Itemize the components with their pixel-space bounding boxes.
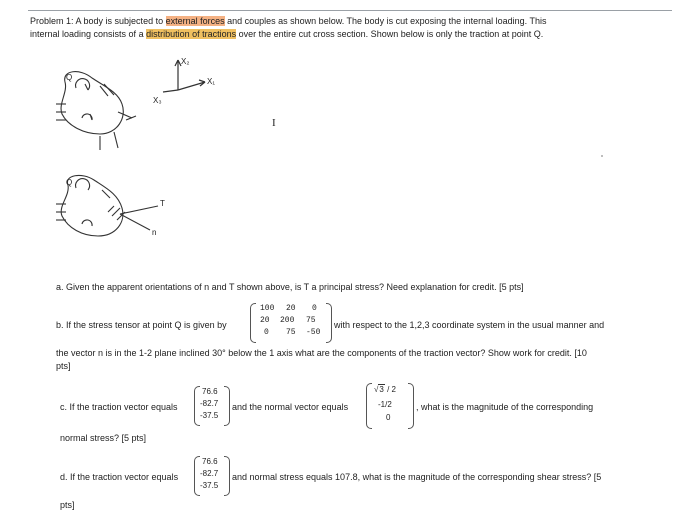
traction-vector-c [194,386,230,424]
matrix-cell: 100 [260,304,275,313]
vector-cell: 76.6 [202,387,218,396]
matrix-cell: 200 [280,316,295,325]
stress-tensor-matrix [250,303,332,341]
sqrt-entry: √3 / 2 [374,385,396,394]
vector-cell: 76.6 [202,457,218,466]
sqrt-radicand: 3 [379,385,384,394]
part-d-line-2: pts] [60,500,75,510]
part-c-line-2: normal stress? [5 pts] [60,433,147,443]
axis-label-x3: X₃ [153,96,162,105]
point-label-q: Q [66,178,73,187]
vector-cell: -37.5 [200,411,219,420]
axis-label-x1: X₁ [207,77,216,86]
part-c-pre: c. If the traction vector equals [60,402,178,412]
part-d-post: and normal stress equals 107.8, what is the magnitude of the corresponding shear stress? [5 [232,472,602,482]
highlight-external-forces: external forces [165,16,225,26]
t-vector [120,206,158,214]
vector-cell: -37.5 [200,481,219,490]
part-b-post: with respect to the 1,2,3 coordinate system in the usual manner and [334,320,605,330]
matrix-cell: 0 [264,328,269,337]
part-a-text: a. Given the apparent orientations of n and T shown above, is T a principal stress? Need explanation for credit. [5 pts] [56,282,524,292]
highlight-distribution: distribution of tractions [146,29,237,39]
problem-text: and couples as shown below. The body is cut exposing the internal loading. This [224,16,547,26]
n-vector [120,214,150,230]
t-label: T [160,199,165,208]
vector-cell: -82.7 [200,399,219,408]
normal-vector-c [366,383,414,427]
matrix-cell: 75 [286,328,296,337]
part-b-pre: b. If the stress tensor at point Q is given by [56,320,227,330]
body-upper [56,72,136,150]
part-b-line-2: the vector n is in the 1-2 plane inclined 30° below the 1 axis what are the components of the traction vector? Show work for credit. [10 [56,348,587,358]
roman-numeral: I [272,117,276,129]
point-label-q: Q [66,73,73,82]
part-c-mid: and the normal vector equals [232,402,349,412]
part-c-post: , what is the magnitude of the corresponding [416,402,594,412]
problem-text: internal loading consists of a [30,29,147,39]
axis-label-x2: X₂ [181,57,190,66]
sqrt-divisor: / 2 [387,385,396,394]
traction-vector-d [194,456,230,494]
problem-text: Problem 1: A body is subjected to [30,16,166,26]
n-label: n [152,228,157,237]
part-d-pre: d. If the traction vector equals [60,472,179,482]
vector-cell: -82.7 [200,469,219,478]
matrix-cell: 20 [260,316,270,325]
matrix-cell: 75 [306,316,316,325]
problem-text: over the entire cut cross section. Shown below is only the traction at point Q. [236,29,544,39]
matrix-cell: -50 [306,328,321,337]
vector-cell: -1/2 [378,400,392,409]
matrix-cell: 0 [312,304,317,313]
speck [601,155,603,157]
x3-axis [163,90,178,92]
part-b-line-3: pts] [56,361,71,371]
vector-cell: 0 [386,413,391,422]
matrix-cell: 20 [286,304,296,313]
